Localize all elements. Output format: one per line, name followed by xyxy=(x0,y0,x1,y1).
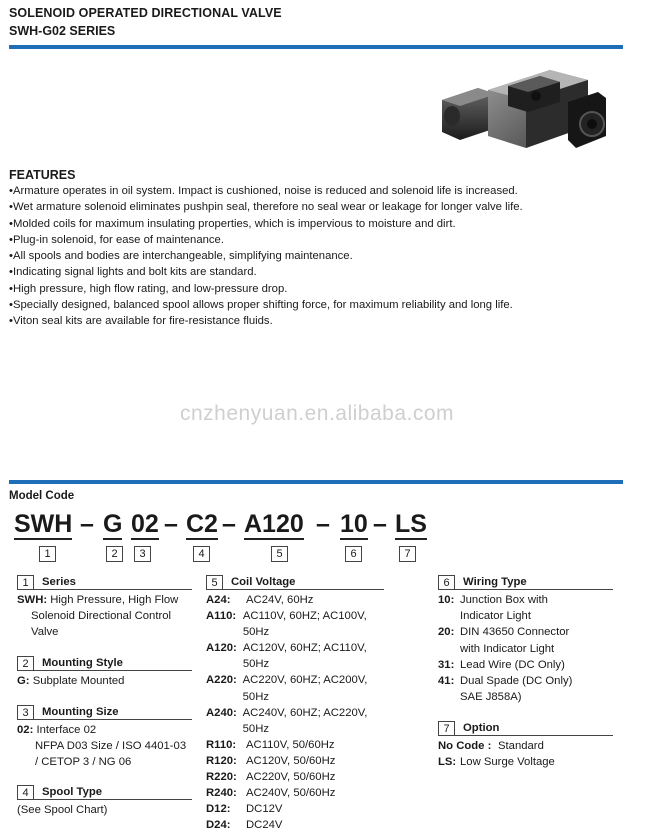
coil-key: A220: xyxy=(206,674,237,687)
section-number: 2 xyxy=(17,656,34,671)
feature-item: • Indicating signal lights and bolt kits are standard. xyxy=(9,264,523,280)
coil-value: AC240V, 60HZ; AC220V, 50Hz xyxy=(242,706,368,735)
coil-value: AC220V, 60HZ; AC200V, 50Hz xyxy=(242,674,368,703)
coil-key: D12: xyxy=(206,803,231,816)
coil-key: A24: xyxy=(206,594,231,606)
code-dash: – xyxy=(222,510,236,538)
code-dash: – xyxy=(164,510,178,538)
coil-value: AC120V, 50/60Hz xyxy=(246,754,336,767)
coil-value: AC240V, 50/60Hz xyxy=(246,787,336,800)
code-number-box: 6 xyxy=(345,546,362,562)
section-number: 4 xyxy=(17,785,34,800)
section-option xyxy=(438,721,613,770)
section-title: Spool Type xyxy=(42,785,103,798)
header-divider xyxy=(9,45,623,49)
wiring-key: 31: xyxy=(438,658,455,671)
section-title: Mounting Size xyxy=(42,705,119,718)
option-key: LS: xyxy=(438,756,457,769)
feature-item: • Molded coils for maximum insulating properties, which is impervious to moisture and dirt. xyxy=(9,216,523,232)
section-coil-voltage xyxy=(206,575,384,833)
feature-item: • High pressure, high flow rating, and low-pressure drop. xyxy=(9,281,523,297)
section-series xyxy=(17,575,192,641)
section-title: Series xyxy=(42,575,76,588)
coil-value: AC220V, 50/60Hz xyxy=(246,771,336,784)
wiring-value: Dual Spade (DC Only) xyxy=(460,675,573,688)
code-part-mounting-style: G xyxy=(103,510,123,538)
document-subtitle: SWH-G02 SERIES xyxy=(9,24,116,38)
coil-value: AC110V, 60HZ; AC100V, 50Hz xyxy=(242,610,367,639)
section-number: 3 xyxy=(17,705,34,720)
section-spool-type xyxy=(17,785,192,818)
code-dash: – xyxy=(316,510,330,538)
mounting-size-line: NFPA D03 Size / ISO 4401-03 xyxy=(35,740,187,753)
code-number-box: 7 xyxy=(399,546,416,562)
mounting-style-value: Subplate Mounted xyxy=(32,675,125,687)
feature-item: • Armature operates in oil system. Impact is cushioned, noise is reduced and solenoid life is increased. xyxy=(9,183,523,199)
features-list xyxy=(9,183,523,330)
section-title: Option xyxy=(463,721,500,734)
code-dash: – xyxy=(80,510,94,538)
wiring-value: Lead Wire (DC Only) xyxy=(460,658,565,671)
coil-key: R240: xyxy=(206,787,237,800)
section-number: 6 xyxy=(438,575,455,590)
valve-product-image xyxy=(438,66,610,168)
code-number-box: 2 xyxy=(106,546,123,562)
feature-item: • Plug-in solenoid, for ease of maintenance. xyxy=(9,232,523,248)
series-desc-line: Valve xyxy=(31,626,59,639)
series-desc-line: High Pressure, High Flow xyxy=(50,594,179,606)
coil-key: R110: xyxy=(206,738,237,751)
series-desc-line: Solenoid Directional Control xyxy=(31,610,172,623)
model-code-heading: Model Code xyxy=(9,490,75,502)
coil-key: A110: xyxy=(206,610,237,623)
section-number: 1 xyxy=(17,575,34,590)
code-part-mounting-size: 02 xyxy=(131,510,159,538)
section-title: Wiring Type xyxy=(463,575,527,588)
section-title: Mounting Style xyxy=(42,656,123,669)
code-number-box: 1 xyxy=(39,546,56,562)
wiring-key: 20: xyxy=(438,626,455,639)
code-number-box: 3 xyxy=(134,546,151,562)
coil-key: R220: xyxy=(206,771,237,784)
section-title: Coil Voltage xyxy=(231,575,296,588)
wiring-value-cont: Indicator Light xyxy=(460,610,531,623)
code-number-box: 4 xyxy=(193,546,210,562)
option-key: No Code : xyxy=(438,740,492,752)
model-code-divider xyxy=(9,480,623,484)
code-part-wiring: 10 xyxy=(340,510,368,538)
feature-item: • Specially designed, balanced spool allows proper shifting force, for maximum reliability and long life. xyxy=(9,297,523,313)
feature-item: • All spools and bodies are interchangeable, simplifying maintenance. xyxy=(9,248,523,264)
coil-value: AC24V, 60Hz xyxy=(246,594,314,606)
coil-value: AC110V, 50/60Hz xyxy=(246,738,335,751)
mounting-size-line: / CETOP 3 / NG 06 xyxy=(35,756,132,769)
series-key: SWH: xyxy=(17,594,48,606)
wiring-value-cont: with Indicator Light xyxy=(460,642,555,655)
option-value: Standard xyxy=(498,740,544,752)
spool-type-value: (See Spool Chart) xyxy=(17,804,108,816)
mounting-style-key: G: xyxy=(17,675,30,687)
coil-key: A240: xyxy=(206,706,237,719)
section-number: 5 xyxy=(206,575,223,590)
coil-key: D24: xyxy=(206,819,231,832)
wiring-value: DIN 43650 Connector xyxy=(460,626,570,639)
code-part-series: SWH xyxy=(14,510,73,538)
coil-value: AC120V, 60HZ; AC110V, 50Hz xyxy=(242,642,367,671)
wiring-value: Junction Box with xyxy=(460,594,548,606)
mounting-size-key: 02: xyxy=(17,724,34,736)
code-dash: – xyxy=(373,510,387,538)
section-mounting-style xyxy=(17,656,192,689)
wiring-key: 10: xyxy=(438,594,455,606)
mounting-size-line: Interface 02 xyxy=(36,724,97,736)
section-number: 7 xyxy=(438,721,455,736)
feature-item: • Viton seal kits are available for fire-resistance fluids. xyxy=(9,313,523,329)
coil-key: R120: xyxy=(206,754,237,767)
wiring-value-cont: SAE J858A) xyxy=(460,691,522,704)
features-heading: FEATURES xyxy=(9,168,76,182)
section-mounting-size xyxy=(17,705,192,771)
coil-key: A120: xyxy=(206,642,237,655)
watermark-text: cnzhenyuan.en.alibaba.com xyxy=(180,402,455,425)
coil-value: DC12V xyxy=(246,803,283,816)
option-value: Low Surge Voltage xyxy=(460,756,555,769)
coil-value: DC24V xyxy=(246,819,283,832)
feature-item: • Wet armature solenoid eliminates pushpin seal, therefore no seal wear or leakage for longer valve life. xyxy=(9,199,523,215)
code-part-option: LS xyxy=(395,510,427,538)
document-title: SOLENOID OPERATED DIRECTIONAL VALVE xyxy=(9,6,282,20)
section-wiring-type xyxy=(438,575,613,705)
wiring-key: 41: xyxy=(438,675,455,688)
code-part-coil: A120 xyxy=(244,510,304,538)
code-part-spool: C2 xyxy=(186,510,218,538)
code-number-box: 5 xyxy=(271,546,288,562)
